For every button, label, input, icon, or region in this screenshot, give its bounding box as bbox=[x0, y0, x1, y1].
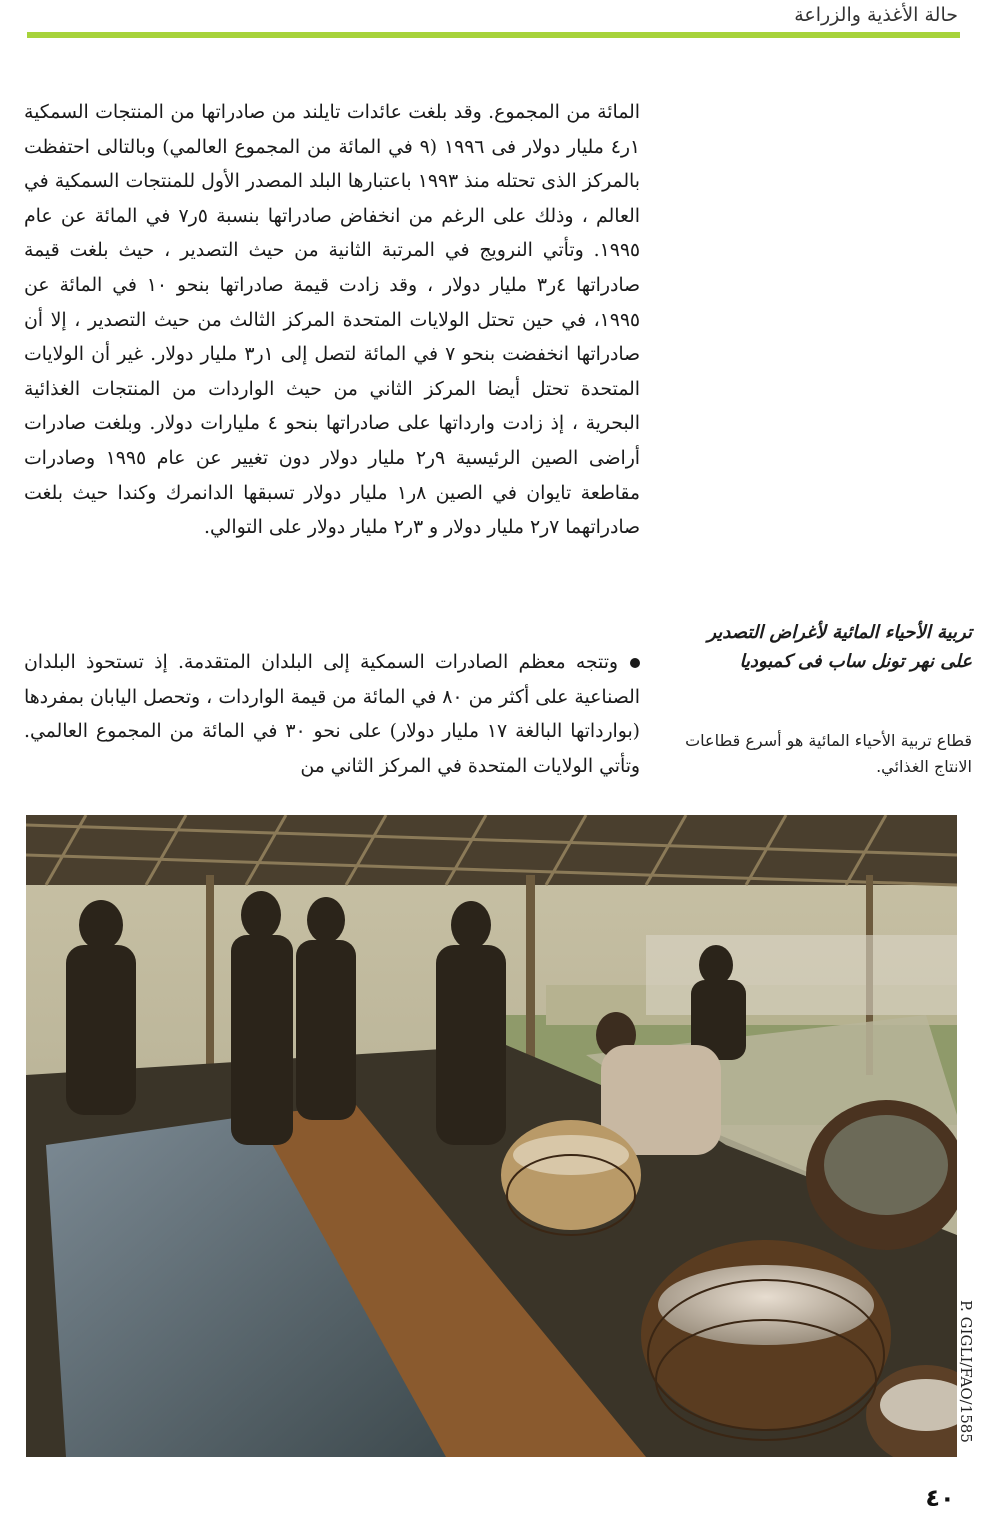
photo-caption-title: تربية الأحياء المائية لأغراض التصدير على نهر تونل ساب فى كمبوديا bbox=[707, 622, 972, 672]
bullet-icon bbox=[630, 658, 640, 668]
aquaculture-photo bbox=[26, 815, 957, 1457]
body-paragraph-1: المائة من المجموع. وقد بلغت عائدات تايلند من صادراتها من المنتجات السمكية ١ر٤ مليار دولار فى ١٩٩٦ (٩ في المائة من المجموع العالمي) وبالتالى احتفظت بالمركز الذى تحتله منذ ١٩٩٣ باعتبارها البلد المصدر الأول للمنتجات السمكية في العالم ، وذلك على الرغم من انخفاض صادراتها بنسبة ٥ر٧ في المائة عن عام ١٩٩٥. وتأتي النرويج في المرتبة الثانية من حيث التصدير ، حيث بلغت قيمة صادراتها ٤ر٣ مليار دولار ، وقد زادت قيمة صادراتها بنحو ١٠ في المائة عن ١٩٩٥، في حين تحتل الولايات المتحدة المركز الثالث من حيث التصدير ، إلا أن صادراتها انخفضت بنحو ٧ في المائة لتصل إلى ١ر٣ مليار دولار. غير أن الولايات المتحدة تحتل أيضا المركز الثاني من حيث الواردات من المنتجات الغذائية البحرية ، إذ زادت وارداتها على صادراتها بنحو ٤ مليارات دولار. وبلغت صادرات أراضى الصين الرئيسية ٩ر٢ مليار دولار دون تغيير عن عام ١٩٩٥ وصادرات مقاطعة تايوان في الصين ٨ر١ مليار دولار تسبقها الدانمرك وكندا حيث بلغت صادراتهما ٧ر٢ مليار دولار و ٣ر٢ مليار دولار على التوالي. bbox=[24, 102, 641, 539]
body-paragraph-2-text: وتتجه معظم الصادرات السمكية إلى البلدان المتقدمة. إذ تستحوذ البلدان الصناعية على أكثر من ٨٠ في المائة من قيمة الواردات ، وتحصل اليابان بمفردها (بوارداتها البالغة ١٧ مليار دولار) على نحو ٣٠ في المائة من المجموع العالمي. وتأتي الولايات المتحدة في المركز الثاني من bbox=[24, 652, 641, 777]
running-header-title: حالة الأغذية والزراعة bbox=[794, 4, 958, 26]
body-paragraph-2 bbox=[24, 646, 640, 784]
photo-caption-text: قطاع تربية الأحياء المائية هو أسرع قطاعات الانتاج الغذائي. bbox=[685, 731, 972, 776]
header-rule bbox=[27, 32, 960, 38]
page-number: ٤٠ bbox=[925, 1484, 955, 1512]
photo-credit-text: P. GIGLI/FAO/1585 bbox=[957, 1300, 975, 1443]
